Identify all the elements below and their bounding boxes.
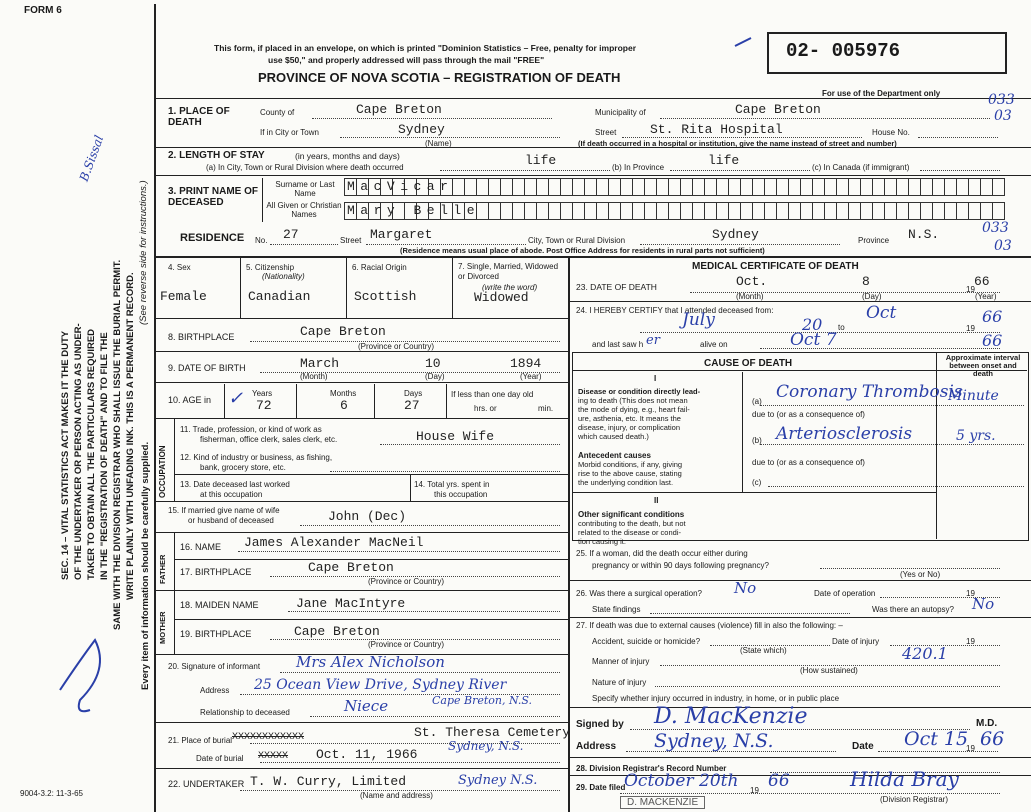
stay-city-value: life	[525, 153, 557, 168]
age-months-value: 6	[340, 398, 348, 413]
municipality-label: Municipality of	[595, 108, 646, 117]
age-years-value: 72	[256, 398, 272, 413]
side-scribble-mark	[50, 630, 120, 720]
informant-signature: Mrs Alex Nicholson	[296, 653, 445, 671]
sex-value: Female	[160, 289, 207, 304]
antecedent-note-1: Morbid conditions, if any, giving	[578, 460, 683, 469]
disease-note-5: disease, injury, or complication	[578, 423, 680, 432]
last-worked-label-1: 13. Date deceased last worked	[180, 480, 290, 489]
other-conditions-label: Other significant conditions	[578, 510, 685, 519]
due-to-a: due to (or as a consequence of)	[752, 410, 865, 419]
mother-birthplace-label: 19. BIRTHPLACE	[180, 629, 252, 639]
attended-label: 24. I HEREBY CERTIFY that I attended deceased from:	[576, 306, 774, 315]
city-value: Sydney	[398, 122, 445, 137]
given-names-value: Mary Belle	[347, 203, 481, 218]
yes-no-label: (Yes or No)	[900, 570, 941, 579]
stay-province-value: life	[708, 153, 740, 168]
undertaker-hw: Sydney N.S.	[458, 773, 538, 788]
residence-code-2: 03	[994, 238, 1012, 254]
informant-address-label: Address	[200, 686, 230, 695]
birthplace-value: Cape Breton	[300, 324, 386, 339]
hospital-note: (If death occurred in a hospital or institution, give the name instead of street and number)	[578, 139, 897, 148]
father-side-label: FATHER	[158, 554, 167, 584]
state-which-label: (State which)	[740, 646, 787, 655]
burial-place-label: 21. Place of burial	[168, 736, 233, 745]
undertaker-label: 22. UNDERTAKER	[168, 779, 245, 789]
industry-label-1: 12. Kind of industry or business, as fishing,	[180, 453, 333, 462]
trade-label-2: fisherman, office clerk, sales clerk, etc.	[200, 435, 338, 444]
marital-sub: (write the word)	[482, 283, 538, 292]
disease-note-6: which caused death.)	[578, 432, 649, 441]
registration-number: 02- 005976	[786, 40, 901, 62]
dob-label: 9. DATE OF BIRTH	[168, 363, 246, 373]
dob-month: March	[300, 356, 340, 371]
place-of-death-label: 1. PLACE OF DEATH	[168, 106, 230, 128]
street-value: St. Rita Hospital	[650, 122, 783, 137]
physician-yr-prefix: 19	[966, 744, 975, 753]
death-month: Oct.	[736, 274, 768, 289]
side-note-8: Every item of information should be carefully supplied.	[140, 441, 151, 690]
dept-code-1: 033	[988, 92, 1015, 108]
father-bp-note: (Province or Country)	[368, 577, 445, 586]
autopsy-value: No	[972, 595, 995, 613]
county-value: Cape Breton	[356, 102, 442, 117]
cause-of-death-title: CAUSE OF DEATH	[704, 358, 793, 369]
section-i-label: I	[654, 374, 657, 383]
residence-city-label: City, Town or Rural Division	[528, 236, 626, 245]
residence-street-value: Margaret	[370, 227, 433, 242]
record-number-label: 28. Division Registrar's Record Number	[576, 764, 727, 773]
surname-value: MacVicar	[347, 179, 454, 194]
age-months-label: Months	[330, 389, 357, 398]
physician-date-label: Date	[852, 741, 874, 752]
death-year: 66	[974, 274, 990, 289]
trade-value: House Wife	[416, 429, 495, 444]
residence-street-label: Street	[340, 236, 362, 245]
stay-canada-label: (c) In Canada (if immigrant)	[812, 163, 910, 172]
last-seen-label: and last saw h	[592, 340, 644, 349]
attended-to-label: to	[838, 323, 845, 332]
filed-yr: 66	[768, 771, 790, 791]
mother-bp-note: (Province or Country)	[368, 640, 445, 649]
form-number: FORM 6	[24, 5, 62, 16]
nature-label: Nature of injury	[592, 678, 647, 687]
burial-date-value: Oct. 11, 1966	[316, 747, 418, 762]
attended-from-day: 20	[802, 315, 823, 334]
death-year-prefix: 19	[966, 285, 975, 294]
burial-date-struck: XXXXX	[258, 751, 289, 762]
citizenship-sub: (Nationality)	[262, 272, 305, 281]
trade-label-1: 11. Trade, profession, or kind of work as	[180, 425, 322, 434]
dept-use-label: For use of the Department only	[822, 89, 941, 98]
envelope-note-1: This form, if placed in an envelope, on which is printed "Dominion Statistics – Free, penalty for improper	[214, 43, 637, 53]
mother-birthplace-value: Cape Breton	[294, 624, 380, 639]
side-note-2: OF THE UNDERTAKER OR PERSON ACTING AS UNDER-	[73, 323, 84, 580]
alive-on-date: Oct 7	[790, 330, 837, 350]
city-label: If in City or Town	[260, 128, 319, 137]
alive-on-label: alive on	[700, 340, 728, 349]
municipality-value: Cape Breton	[735, 102, 821, 117]
stay-province-label: (b) In Province	[612, 163, 665, 172]
age-checkmark: ✓	[228, 388, 244, 409]
spouse-label-2: or husband of deceased	[188, 516, 274, 525]
marital-label: 7. Single, Married, Widowed or Divorced	[458, 262, 559, 281]
date-of-death-label: 23. DATE OF DEATH	[576, 282, 657, 292]
injury-date-label: Date of injury	[832, 637, 880, 646]
division-registrar-label: (Division Registrar)	[880, 795, 949, 804]
hrs-label: hrs. or	[474, 404, 497, 413]
last-worked-label-2: at this occupation	[200, 490, 263, 499]
dob-day-label: (Day)	[425, 372, 445, 381]
mother-maiden-value: Jane MacIntyre	[296, 596, 406, 611]
relationship-value: Niece	[344, 697, 389, 715]
death-year-label: (Year)	[975, 292, 997, 301]
medical-certificate-title: MEDICAL CERTIFICATE OF DEATH	[692, 261, 859, 272]
attended-yr: 66	[982, 307, 1003, 326]
burial-date-label: Date of burial	[196, 754, 244, 763]
residence-no-value: 27	[283, 227, 299, 242]
envelope-note-2: use $50," and properly addressed will pass through the mail "FREE"	[268, 55, 545, 65]
side-note-4: IN THE "REGISTRATION OF DEATH" AND TO FILE THE	[99, 332, 110, 580]
burial-place-hw: Sydney, N.S.	[448, 739, 524, 753]
undertaker-value: T. W. Curry, Limited	[250, 774, 407, 789]
attended-to: Oct	[866, 303, 897, 323]
md-label: M.D.	[976, 718, 998, 729]
residence-province-label: Province	[858, 236, 890, 245]
occupation-side-label: OCCUPATION	[158, 445, 167, 498]
spouse-value: John (Dec)	[328, 509, 407, 524]
physician-address: Sydney, N.S.	[654, 730, 774, 752]
dept-code-2: 03	[994, 108, 1012, 124]
specify-label: Specify whether injury occurred in industry, in home, or in public place	[592, 694, 840, 703]
attended-from: July	[682, 310, 715, 330]
cause-b-label: (b)	[752, 436, 762, 445]
street-label: Street	[595, 128, 617, 137]
dob-month-label: (Month)	[300, 372, 328, 381]
operation-yr-prefix: 19	[966, 589, 975, 598]
burial-place-value: St. Theresa Cemetery	[414, 725, 571, 740]
disease-note-4: ure, asthenia, etc. It means the	[578, 414, 681, 423]
father-birthplace-value: Cape Breton	[308, 560, 394, 575]
other-note-2: related to the disease or condi-	[578, 528, 681, 537]
classification-code: 420.1	[902, 644, 948, 663]
death-month-label: (Month)	[736, 292, 764, 301]
birthplace-province-note: (Province or Country)	[358, 342, 435, 351]
county-label: County of	[260, 108, 295, 117]
racial-origin-value: Scottish	[354, 289, 417, 304]
marital-value: Widowed	[474, 290, 529, 305]
signed-by-label: Signed by	[576, 719, 624, 730]
stay-city-label: (a) In City, Town or Rural Division where death occurred	[206, 163, 404, 172]
informant-signature-label: 20. Signature of informant	[168, 662, 261, 671]
city-name-note: (Name)	[425, 139, 452, 148]
age-years-label: Years	[252, 389, 273, 398]
cause-a-value: Coronary Thrombosis	[776, 382, 963, 402]
relationship-label: Relationship to deceased	[200, 708, 290, 717]
antecedent-note-3: the underlying condition last.	[578, 478, 674, 487]
length-of-stay-note: (in years, months and days)	[295, 151, 400, 161]
physician-name-stamp: D. MACKENZIE	[620, 796, 705, 809]
accident-label: Accident, suicide or homicide?	[592, 637, 701, 646]
informant-address-1: 25 Ocean View Drive, Sydney River	[254, 677, 507, 693]
disease-note-2: ing to death (This does not mean	[578, 396, 688, 405]
age-days-value: 27	[404, 398, 420, 413]
undertaker-note: (Name and address)	[360, 791, 433, 800]
father-name-label: 16. NAME	[180, 542, 222, 552]
father-name-value: James Alexander MacNeil	[244, 535, 424, 550]
total-years-label-2: this occupation	[434, 490, 488, 499]
manner-label: Manner of injury	[592, 657, 650, 666]
cause-a-label: (a)	[752, 397, 762, 406]
mother-side-label: MOTHER	[158, 611, 167, 644]
given-names-label: All Given or Christian Names	[266, 201, 342, 219]
sex-label: 4. Sex	[168, 263, 191, 272]
interval-b-value: 5 yrs.	[956, 428, 996, 444]
physician-yr: 66	[980, 728, 1005, 750]
surname-label: Surname or Last Name	[275, 180, 335, 198]
death-day-label: (Day)	[862, 292, 882, 301]
age-days-label: Days	[404, 389, 423, 398]
racial-origin-label: 6. Racial Origin	[352, 263, 407, 272]
residence-city-value: Sydney	[712, 227, 759, 242]
mother-maiden-label: 18. MAIDEN NAME	[180, 600, 259, 610]
disease-note-3: the mode of dying, e.g., heart fail-	[578, 405, 690, 414]
form-title: PROVINCE OF NOVA SCOTIA – REGISTRATION OF DEATH	[258, 70, 621, 85]
injury-yr-prefix: 19	[966, 637, 975, 646]
side-handwritten-note: B.Sissal	[76, 133, 107, 184]
cause-b-value: Arteriosclerosis	[776, 424, 913, 444]
section-ii-label: II	[654, 496, 659, 505]
side-note-5: SAME WITH THE DIVISION REGISTRAR WHO SHALL ISSUE THE BURIAL PERMIT.	[112, 259, 123, 630]
pregnancy-label-1: 25. If a woman, did the death occur either during	[576, 549, 748, 558]
name-label: 3. PRINT NAME OF DECEASED	[168, 186, 259, 208]
dob-year-label: (Year)	[520, 372, 542, 381]
other-note-1: contributing to the death, but not	[578, 519, 686, 528]
interval-title: Approximate interval between onset and death	[945, 353, 1021, 378]
death-day: 8	[862, 274, 870, 289]
registrar-signature: Hilda Bray	[850, 767, 959, 791]
length-of-stay-label: 2. LENGTH OF STAY	[168, 150, 265, 161]
antecedent-note-2: rise to the above cause, stating	[578, 469, 682, 478]
residence-label: RESIDENCE	[180, 232, 245, 244]
dob-year: 1894	[510, 356, 542, 371]
pregnancy-label-2: pregnancy or within 90 days following pregnancy?	[592, 561, 769, 570]
autopsy-label: Was there an autopsy?	[872, 605, 954, 614]
father-birthplace-label: 17. BIRTHPLACE	[180, 567, 252, 577]
due-to-b: due to (or as a consequence of)	[752, 458, 865, 467]
side-note-1: SEC. 14 – VITAL STATISTICS ACT MAKES IT THE DUTY	[60, 330, 71, 580]
attended-yr-prefix: 19	[966, 324, 975, 333]
total-years-label-1: 14. Total yrs. spent in	[414, 480, 490, 489]
findings-label: State findings	[592, 605, 641, 614]
alive-on-yr: 66	[982, 331, 1003, 350]
side-note-6: WRITE PLAINLY WITH UNFADING INK. THIS IS A PERMANENT RECORD.	[125, 272, 136, 600]
date-filed-value: October 20th	[624, 771, 739, 791]
side-note-7: (See reverse side for instructions.)	[138, 180, 149, 325]
surgery-value: No	[734, 579, 757, 597]
surgery-label: 26. Was there a surgical operation?	[576, 589, 702, 598]
burial-place-struck: XXXXXXXXXXXX	[232, 732, 305, 743]
less-than-day-label: If less than one day old	[451, 390, 534, 399]
other-note-3: tion causing it.	[578, 537, 626, 546]
residence-note: (Residence means usual place of abode. Post Office Address for residents in rural parts not sufficient)	[400, 246, 765, 255]
checkmark-icon	[733, 36, 753, 50]
citizenship-value: Canadian	[248, 289, 311, 304]
form-code: 9004-3.2: 11-3-65	[20, 789, 84, 798]
residence-code-1: 033	[982, 220, 1009, 236]
how-sustained-label: (How sustained)	[800, 666, 858, 675]
operation-date-label: Date of operation	[814, 589, 876, 598]
side-note-3: TAKER TO OBTAIN ALL THE PARTICULARS REQUIRED	[86, 328, 97, 580]
interval-a-value: Minute	[948, 388, 999, 404]
informant-address-2: Cape Breton, N.S.	[432, 694, 533, 707]
external-causes-label: 27. If death was due to external causes (violence) fill in also the following: –	[576, 621, 843, 630]
disease-note-1: Disease or condition directly lead-	[578, 387, 701, 396]
residence-no-label: No.	[255, 236, 268, 245]
house-no-label: House No.	[872, 128, 910, 137]
cause-c-label: (c)	[752, 478, 762, 487]
dob-day: 10	[425, 356, 441, 371]
residence-province-value: N.S.	[908, 227, 940, 242]
industry-label-2: bank, grocery store, etc.	[200, 463, 286, 472]
date-filed-label: 29. Date filed	[576, 783, 626, 792]
min-label: min.	[538, 404, 554, 413]
last-seen-value: er	[646, 333, 660, 348]
physician-date: Oct 15	[904, 728, 969, 750]
physician-address-label: Address	[576, 741, 617, 752]
antecedent-label: Antecedent causes	[578, 451, 651, 460]
citizenship-label: 5. Citizenship	[246, 263, 295, 272]
filed-yr-prefix: 19	[750, 786, 759, 795]
spouse-label-1: 15. If married give name of wife	[168, 506, 280, 515]
birthplace-label: 8. BIRTHPLACE	[168, 332, 235, 342]
age-label: 10. AGE in	[168, 395, 212, 405]
physician-signature: D. MacKenzie	[654, 704, 808, 729]
